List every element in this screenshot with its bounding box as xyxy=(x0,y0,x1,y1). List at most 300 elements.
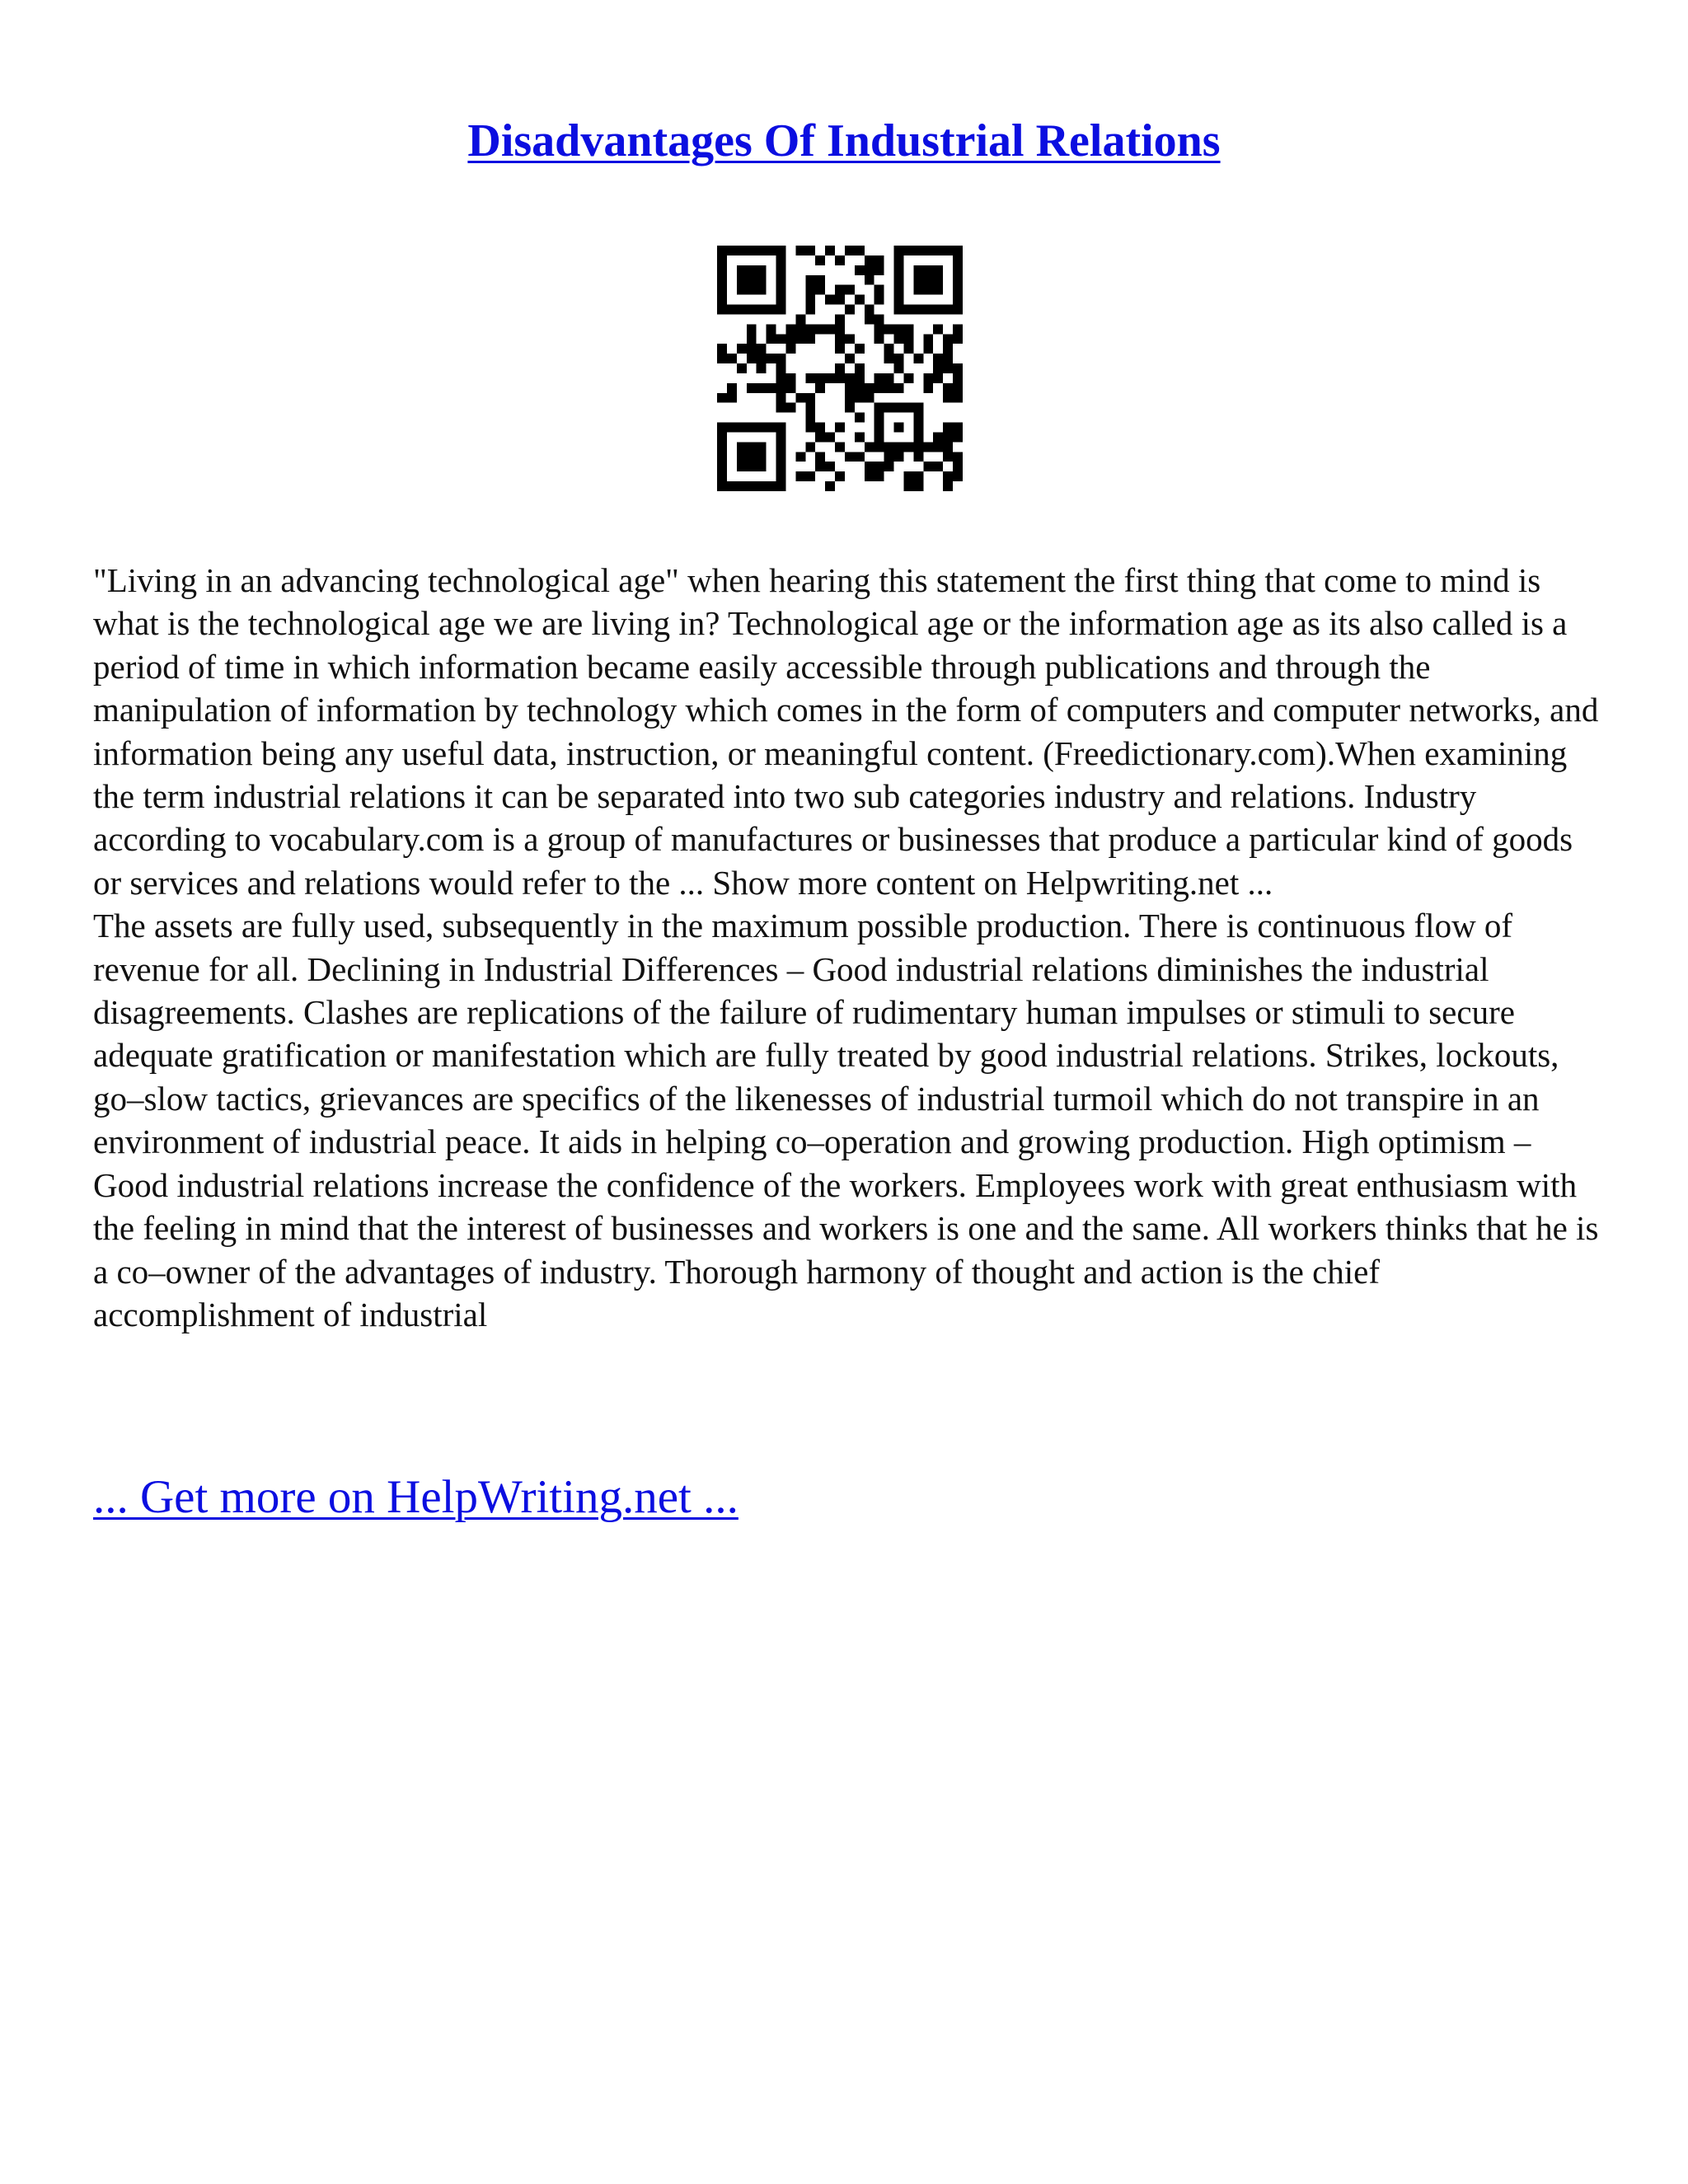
qr-module xyxy=(884,354,894,363)
get-more-link[interactable]: ... Get more on HelpWriting.net ... xyxy=(93,1471,738,1523)
qr-module xyxy=(953,275,963,285)
qr-module xyxy=(737,452,747,462)
qr-module xyxy=(933,305,943,315)
qr-module xyxy=(717,432,727,442)
qr-module xyxy=(825,246,835,255)
qr-module xyxy=(855,373,865,383)
qr-module xyxy=(805,246,815,255)
qr-module xyxy=(747,423,757,433)
qr-module xyxy=(776,423,786,433)
qr-module xyxy=(737,344,747,354)
qr-module xyxy=(727,423,737,433)
qr-module xyxy=(727,481,737,491)
qr-module xyxy=(845,305,855,315)
qr-module xyxy=(776,393,786,403)
qr-module xyxy=(953,285,963,295)
qr-module xyxy=(835,324,845,334)
qr-module xyxy=(855,413,865,423)
qr-module xyxy=(903,334,913,344)
qr-module xyxy=(913,442,923,452)
qr-module xyxy=(953,246,963,255)
qr-module xyxy=(943,452,953,462)
qr-module xyxy=(776,452,786,462)
qr-module xyxy=(776,295,786,305)
qr-module xyxy=(805,393,815,403)
qr-module xyxy=(874,295,884,305)
qr-module xyxy=(717,471,727,481)
qr-module xyxy=(894,452,904,462)
qr-module xyxy=(913,471,923,481)
qr-module xyxy=(737,481,747,491)
qr-module xyxy=(894,305,904,315)
qr-module xyxy=(894,403,904,413)
qr-module xyxy=(874,432,884,442)
qr-module xyxy=(767,423,776,433)
paragraph-2: The assets are fully used, subsequently in the maximum possible production. There is continuous flow of revenue for all. Declining in Industrial Differences – Good industrial relations diminishes the industrial disagreements. Clashes are replications of the failure of rudimentary human impulses or stimuli to secure adequate gratification or manifestation which are fully treated by good industrial relations. Strikes, lockouts, go–slow tactics, grievances are specifics of the likenesses of industrial turmoil which do not transpire in an environment of industrial peace. It aids in helping co–operation and growing production. High optimism – Good industrial relations increase the confidence of the workers. Employees work with great enthusiasm with the feeling in mind that the interest of businesses and workers is one and the same. All workers thinks that he is a co–owner of the advantages of industry. Thorough harmony of thought and action is the chief accomplishment of industrial xyxy=(93,907,1599,1333)
qr-module xyxy=(903,305,913,315)
qr-module xyxy=(825,324,835,334)
qr-module xyxy=(815,432,825,442)
qr-module xyxy=(805,413,815,423)
qr-module xyxy=(717,265,727,275)
qr-module xyxy=(933,462,943,471)
qr-module xyxy=(795,246,805,255)
qr-module xyxy=(913,413,923,423)
qr-module xyxy=(953,423,963,433)
qr-module xyxy=(825,373,835,383)
qr-module xyxy=(737,285,747,295)
qr-module xyxy=(845,452,855,462)
qr-module xyxy=(815,373,825,383)
qr-module xyxy=(727,393,737,403)
qr-module xyxy=(835,471,845,481)
qr-module xyxy=(727,305,737,315)
qr-module xyxy=(717,295,727,305)
qr-module xyxy=(785,383,795,393)
qr-module xyxy=(903,403,913,413)
qr-module xyxy=(757,275,767,285)
qr-module xyxy=(953,383,963,393)
qr-module xyxy=(953,295,963,305)
qr-module xyxy=(855,344,865,354)
qr-module xyxy=(923,344,933,354)
qr-module xyxy=(953,373,963,383)
qr-module xyxy=(903,324,913,334)
qr-module xyxy=(884,373,894,383)
qr-module xyxy=(845,354,855,363)
qr-module xyxy=(815,255,825,265)
qr-module xyxy=(835,255,845,265)
qr-module xyxy=(913,481,923,491)
qr-module xyxy=(913,452,923,462)
qr-module xyxy=(776,354,786,363)
qr-module xyxy=(943,432,953,442)
qr-module xyxy=(865,393,874,403)
qr-module xyxy=(933,265,943,275)
qr-module xyxy=(943,354,953,363)
title-link[interactable]: Disadvantages Of Industrial Relations xyxy=(467,115,1221,166)
qr-module xyxy=(894,285,904,295)
qr-module xyxy=(776,363,786,373)
qr-module xyxy=(785,344,795,354)
qr-module xyxy=(815,275,825,285)
qr-module xyxy=(835,373,845,383)
qr-module xyxy=(757,305,767,315)
qr-module xyxy=(737,305,747,315)
qr-module xyxy=(727,354,737,363)
qr-module xyxy=(865,275,874,285)
qr-module xyxy=(717,275,727,285)
qr-module xyxy=(767,324,776,334)
qr-module xyxy=(913,275,923,285)
qr-module xyxy=(747,383,757,393)
qr-module xyxy=(805,442,815,452)
qr-module xyxy=(953,334,963,344)
qr-module xyxy=(757,344,767,354)
qr-module xyxy=(805,334,815,344)
qr-module xyxy=(923,246,933,255)
qr-module xyxy=(933,442,943,452)
qr-module xyxy=(747,481,757,491)
qr-module xyxy=(717,255,727,265)
qr-module xyxy=(747,354,757,363)
qr-module xyxy=(894,324,904,334)
qr-module xyxy=(767,334,776,344)
qr-module xyxy=(845,383,855,393)
qr-module xyxy=(825,462,835,471)
qr-module xyxy=(757,462,767,471)
qr-module xyxy=(943,442,953,452)
qr-module xyxy=(874,373,884,383)
qr-module xyxy=(943,363,953,373)
qr-module xyxy=(825,295,835,305)
qr-module xyxy=(776,432,786,442)
qr-module xyxy=(855,363,865,373)
qr-module xyxy=(757,481,767,491)
qr-module xyxy=(855,295,865,305)
qr-module xyxy=(933,432,943,442)
qr-module xyxy=(717,354,727,363)
qr-module xyxy=(943,305,953,315)
qr-module xyxy=(747,324,757,334)
qr-module xyxy=(845,373,855,383)
qr-module xyxy=(767,246,776,255)
qr-module xyxy=(776,334,786,344)
qr-module xyxy=(737,442,747,452)
qr-module xyxy=(913,305,923,315)
qr-module xyxy=(785,324,795,334)
qr-module xyxy=(776,442,786,452)
qr-module xyxy=(923,383,933,393)
qr-module xyxy=(805,295,815,305)
page-title xyxy=(0,114,1688,169)
qr-module xyxy=(776,305,786,315)
qr-module xyxy=(923,275,933,285)
qr-module xyxy=(835,285,845,295)
qr-module xyxy=(835,334,845,344)
qr-module xyxy=(923,334,933,344)
qr-module xyxy=(815,452,825,462)
qr-module xyxy=(874,442,884,452)
qr-module xyxy=(717,442,727,452)
qr-module xyxy=(943,246,953,255)
qr-module xyxy=(737,246,747,255)
qr-module xyxy=(903,246,913,255)
qr-module xyxy=(805,471,815,481)
qr-module xyxy=(825,481,835,491)
qr-module xyxy=(953,393,963,403)
qr-module xyxy=(795,324,805,334)
qr-module xyxy=(815,462,825,471)
qr-module xyxy=(805,403,815,413)
qr-module xyxy=(776,471,786,481)
qr-module xyxy=(717,393,727,403)
qr-module xyxy=(815,285,825,295)
qr-module xyxy=(747,344,757,354)
qr-module xyxy=(737,363,747,373)
qr-module xyxy=(953,471,963,481)
qr-module xyxy=(835,423,845,433)
qr-module xyxy=(845,403,855,413)
qr-module xyxy=(717,462,727,471)
qr-module xyxy=(747,452,757,462)
qr-module xyxy=(903,442,913,452)
qr-module xyxy=(865,471,874,481)
qr-module xyxy=(865,314,874,324)
get-more-link-wrapper xyxy=(93,1469,738,1526)
qr-module xyxy=(874,255,884,265)
qr-module xyxy=(865,265,874,275)
qr-module xyxy=(874,265,884,275)
qr-module xyxy=(913,246,923,255)
qr-module xyxy=(865,462,874,471)
qr-module xyxy=(865,383,874,393)
qr-module xyxy=(923,305,933,315)
qr-module xyxy=(884,442,894,452)
qr-module xyxy=(894,265,904,275)
qr-module xyxy=(865,305,874,315)
qr-module xyxy=(943,334,953,344)
qr-module xyxy=(894,295,904,305)
qr-module xyxy=(943,383,953,393)
qr-module xyxy=(845,246,855,255)
qr-module xyxy=(757,354,767,363)
qr-module xyxy=(717,481,727,491)
qr-module xyxy=(717,452,727,462)
qr-module xyxy=(825,432,835,442)
qr-module xyxy=(776,275,786,285)
qr-module xyxy=(717,305,727,315)
qr-module xyxy=(903,344,913,354)
qr-module xyxy=(727,246,737,255)
qr-module xyxy=(903,471,913,481)
qr-module xyxy=(903,373,913,383)
qr-module xyxy=(767,305,776,315)
qr-module xyxy=(776,373,786,383)
qr-module xyxy=(933,324,943,334)
qr-module xyxy=(776,265,786,275)
qr-module xyxy=(776,462,786,471)
qr-module xyxy=(795,471,805,481)
qr-module xyxy=(747,246,757,255)
qr-module xyxy=(874,383,884,393)
qr-module xyxy=(795,334,805,344)
qr-module xyxy=(923,462,933,471)
qr-module xyxy=(855,452,865,462)
qr-module xyxy=(874,324,884,334)
qr-module xyxy=(815,324,825,334)
qr-module xyxy=(805,275,815,285)
qr-module xyxy=(855,383,865,393)
qr-module xyxy=(933,373,943,383)
qr-module xyxy=(785,403,795,413)
qr-module xyxy=(776,285,786,295)
qr-module xyxy=(835,442,845,452)
qr-module xyxy=(767,383,776,393)
qr-module xyxy=(795,452,805,462)
qr-module xyxy=(943,393,953,403)
qr-module xyxy=(805,373,815,383)
qr-module xyxy=(747,462,757,471)
qr-module xyxy=(865,442,874,452)
qr-module xyxy=(874,403,884,413)
qr-module xyxy=(953,432,963,442)
qr-module xyxy=(913,265,923,275)
qr-module xyxy=(933,285,943,295)
qr-module xyxy=(776,383,786,393)
qr-module xyxy=(884,462,894,471)
qr-module xyxy=(913,432,923,442)
qr-module xyxy=(894,275,904,285)
qr-module xyxy=(884,452,894,462)
qr-module xyxy=(913,354,923,363)
qr-module xyxy=(894,423,904,433)
qr-module xyxy=(767,481,776,491)
qr-module xyxy=(855,432,865,442)
qr-module xyxy=(835,295,845,305)
qr-module xyxy=(884,344,894,354)
qr-module xyxy=(717,344,727,354)
qr-module xyxy=(923,442,933,452)
qr-module xyxy=(865,255,874,265)
qr-module xyxy=(943,344,953,354)
qr-module xyxy=(894,363,904,373)
qr-module xyxy=(815,383,825,393)
qr-module xyxy=(933,363,943,373)
qr-module xyxy=(747,275,757,285)
qr-module xyxy=(835,363,845,373)
qr-module xyxy=(913,403,923,413)
qr-module xyxy=(894,354,904,363)
qr-module xyxy=(923,373,933,383)
qr-module xyxy=(953,363,963,373)
qr-module xyxy=(845,393,855,403)
qr-module xyxy=(757,452,767,462)
qr-module xyxy=(835,314,845,324)
qr-module xyxy=(757,246,767,255)
qr-module xyxy=(874,314,884,324)
qr-module xyxy=(737,462,747,471)
qr-module xyxy=(815,423,825,433)
qr-module xyxy=(757,383,767,393)
qr-module xyxy=(747,265,757,275)
qr-module xyxy=(874,471,884,481)
qr-module xyxy=(795,393,805,403)
qr-module xyxy=(884,383,894,393)
qr-module xyxy=(737,265,747,275)
qr-module xyxy=(953,265,963,275)
qr-module xyxy=(747,442,757,452)
qr-module xyxy=(953,255,963,265)
qr-module xyxy=(953,452,963,462)
qr-module xyxy=(757,265,767,275)
qr-module xyxy=(953,324,963,334)
qr-module xyxy=(894,442,904,452)
qr-module xyxy=(747,285,757,295)
qr-module xyxy=(845,334,855,344)
qr-module xyxy=(894,255,904,265)
qr-module xyxy=(903,481,913,491)
qr-module xyxy=(855,265,865,275)
qr-module xyxy=(805,305,815,315)
qr-module xyxy=(757,285,767,295)
qr-module xyxy=(855,393,865,403)
qr-module xyxy=(943,423,953,433)
qr-module xyxy=(874,334,884,344)
qr-module xyxy=(943,471,953,481)
qr-module xyxy=(874,423,884,433)
article-body xyxy=(93,559,1601,1336)
qr-module xyxy=(795,314,805,324)
qr-module xyxy=(805,324,815,334)
qr-module xyxy=(913,423,923,433)
qr-module xyxy=(737,423,747,433)
qr-module xyxy=(805,285,815,295)
qr-module xyxy=(776,246,786,255)
qr-module xyxy=(894,383,904,393)
qr-module xyxy=(923,265,933,275)
qr-module xyxy=(933,354,943,363)
qr-module xyxy=(874,413,884,423)
qr-module xyxy=(953,462,963,471)
qr-module xyxy=(835,344,845,354)
paragraph-1: "Living in an advancing technological age" when hearing this statement the first thing that come to mind is what is the technological age we are living in? Technological age or the information age as its also called is a period of time in which information became easily accessible through publications and through the manipulation of information by technology which comes in the form of computers and computer networks, and information being any useful data, instruction, or meaningful content. (Freedictionary.com).When examining the term industrial relations it can be separated into two sub categories industry and relations. Industry according to vocabulary.com is a group of manufactures or businesses that produce a particular kind of goods or services and relations would refer to the ... Show more content on Helpwriting.net ... xyxy=(93,561,1599,902)
qr-module xyxy=(923,285,933,295)
qr-module xyxy=(717,246,727,255)
qr-module xyxy=(747,334,757,344)
qr-module xyxy=(874,462,884,471)
qr-module xyxy=(943,481,953,491)
qr-module xyxy=(737,275,747,285)
qr-module xyxy=(785,373,795,383)
qr-code-icon xyxy=(717,246,963,491)
qr-module xyxy=(953,305,963,315)
qr-module xyxy=(884,403,894,413)
qr-module xyxy=(717,423,727,433)
qr-module xyxy=(874,285,884,295)
qr-module xyxy=(747,305,757,315)
qr-module xyxy=(884,324,894,334)
qr-module xyxy=(855,246,865,255)
qr-module xyxy=(894,334,904,344)
qr-module xyxy=(717,285,727,295)
qr-module xyxy=(727,383,737,393)
qr-module xyxy=(913,285,923,295)
qr-module xyxy=(767,354,776,363)
qr-module xyxy=(776,403,786,413)
qr-module xyxy=(776,255,786,265)
qr-module xyxy=(805,423,815,433)
